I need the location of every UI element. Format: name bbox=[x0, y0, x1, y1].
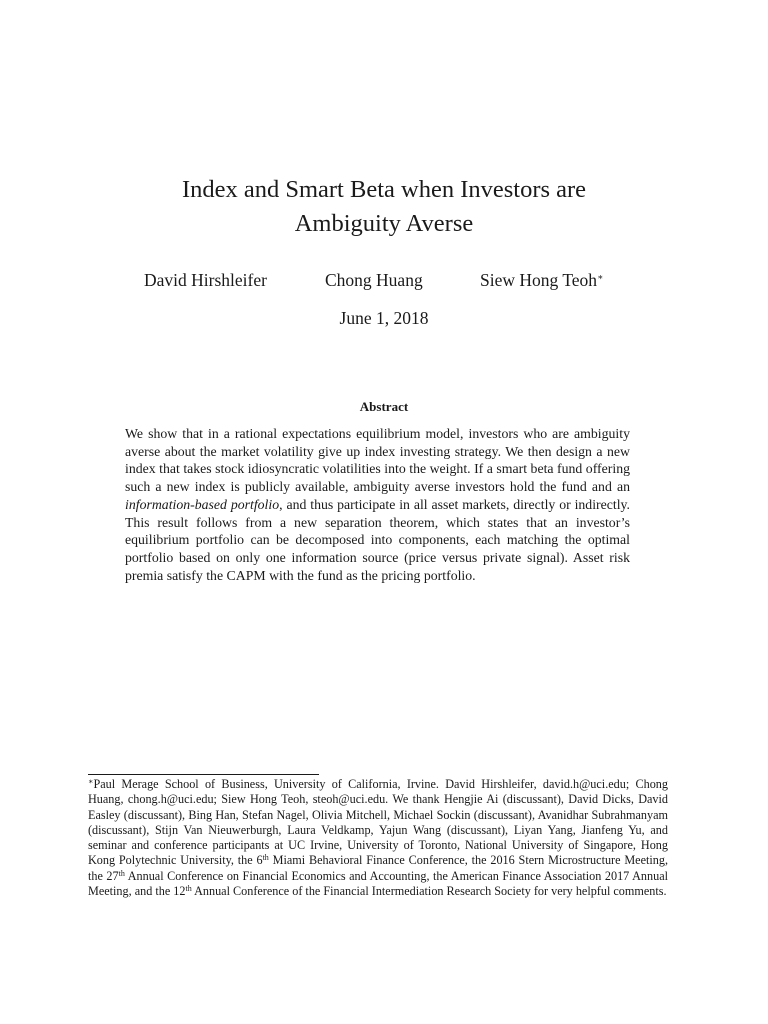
footnote-part-1: Paul Merage School of Business, University of California, Irvine. David Hirshleifer, david.h@uci.edu; Chong Huang, chong.h@uci.edu; Siew Hong Teoh, steoh@uci.edu. We thank Hengjie Ai (discussant), David Dicks, David Easley (discussant), Bing Han, Stefan Nagel, Olivia Mitchell, Michael Sockin (discussant), Avanidhar Subrahmanyam (discussant), Stijn Van Nieuwerburgh, Laura Veldkamp, Yajun Wang (discussant), Liyan Yang, Jianfeng Yu, and seminar and conference participants at UC Irvine, University of Toronto, National University of Singapore, Hong Kong Polytechnic University, the 6 bbox=[88, 777, 668, 868]
footnote-divider bbox=[88, 774, 319, 775]
abstract-italic-term: information-based portfolio bbox=[125, 496, 280, 512]
abstract-heading: Abstract bbox=[359, 399, 409, 414]
footnote-part-3: Annual Conference on Financial Economics and Accounting, the American Finance Association 2017 Annual Meeting, and the 12 bbox=[88, 868, 668, 899]
footnote-ordinal-2: th bbox=[118, 868, 125, 878]
title-line-1: Index and Smart Beta when Investors are bbox=[181, 176, 587, 203]
abstract-text bbox=[125, 425, 630, 584]
author-footnote-mark: ∗ bbox=[597, 272, 604, 282]
paper-date: June 1, 2018 bbox=[339, 308, 429, 328]
author-2: Chong Huang bbox=[325, 270, 423, 290]
footnote-mark: ∗ bbox=[88, 777, 94, 786]
abstract-text-part-1: We show that in a rational expectations equilibrium model, investors who are ambiguity averse about the market volatility give up index investing strategy. We then design a new index that takes stock idiosyncratic volatilities into the weight. If a smart beta fund offering such a new index is publicly available, ambiguity averse investors hold the fund and an bbox=[125, 426, 630, 495]
author-list bbox=[0, 270, 768, 296]
paper-title bbox=[0, 173, 768, 241]
author-1: David Hirshleifer bbox=[144, 270, 267, 290]
footnote-ordinal-3: th bbox=[185, 884, 192, 894]
footnote-part-2: Miami Behavioral Finance Conference, the 2016 Stern Microstructure Meeting, the 27 bbox=[88, 853, 668, 883]
footnote bbox=[88, 777, 668, 899]
footnote-ordinal-1: th bbox=[262, 853, 269, 863]
author-3 bbox=[480, 270, 603, 291]
author-3-name: Siew Hong Teoh bbox=[480, 270, 598, 290]
footnote-part-4: Annual Conference of the Financial Intermediation Research Society for very helpful comments. bbox=[191, 884, 667, 899]
abstract-text-part-2: , and thus participate in all asset markets, directly or indirectly. This result follows from a new separation theorem, which states that an investor’s equilibrium portfolio can be decomposed into components, each matching the optimal portfolio based on only one information source (price versus private signal). Asset risk premia satisfy the CAPM with the fund as the pricing portfolio. bbox=[125, 496, 630, 583]
title-line-2: Ambiguity Averse bbox=[294, 210, 474, 237]
